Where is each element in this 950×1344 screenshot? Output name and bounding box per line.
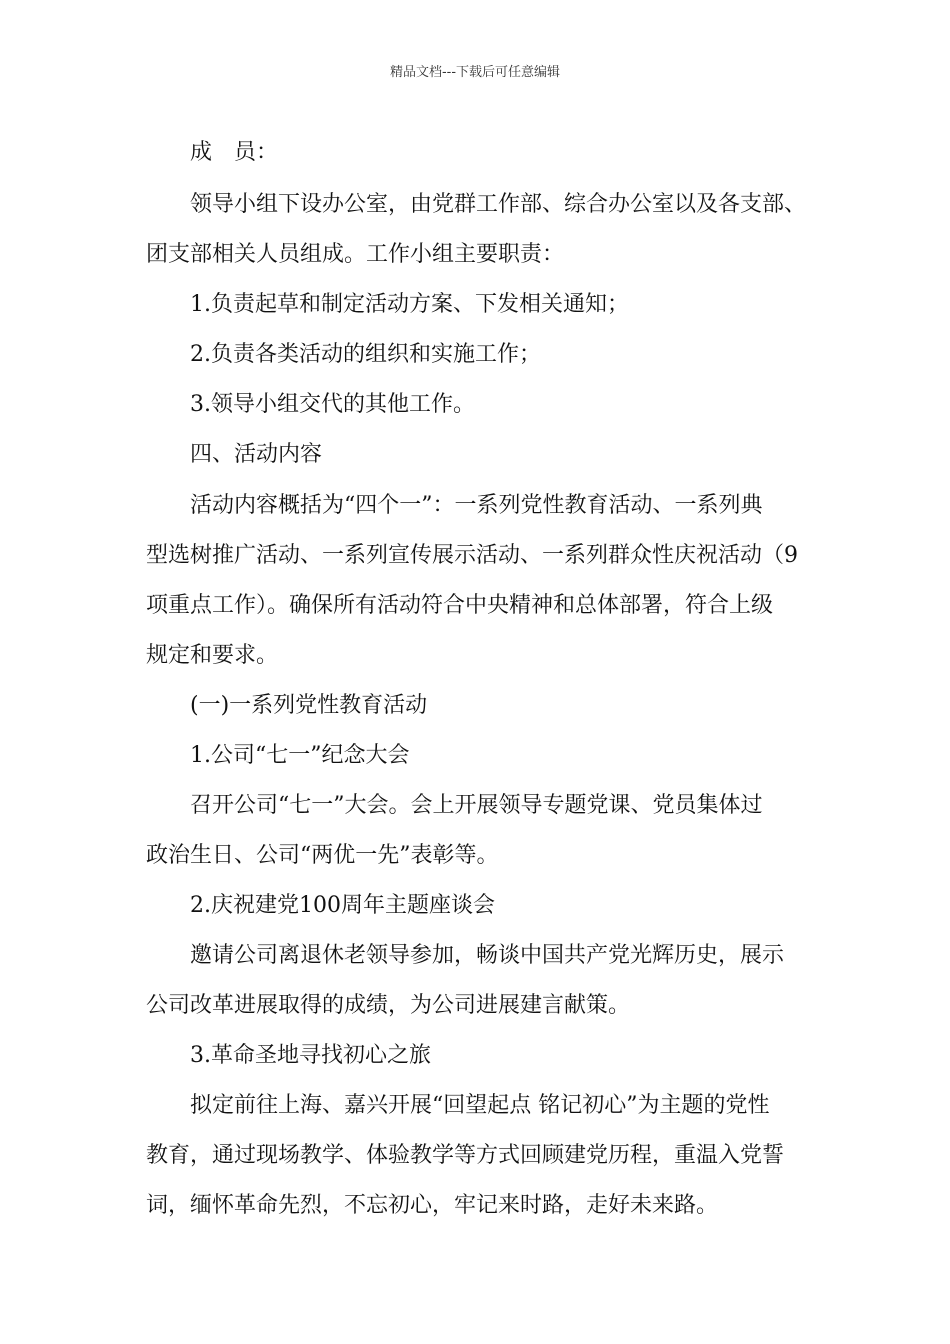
list-item-duty-1: 1.负责起草和制定活动方案、下发相关通知； (190, 292, 629, 317)
paragraph-members: 成 员： (190, 140, 279, 165)
paragraph-symposium-cont: 公司改革进展取得的成绩，为公司进展建言献策。 (146, 993, 631, 1018)
paragraph-office: 领导小组下设办公室，由党群工作部、综合办公室以及各支部、 (190, 192, 807, 217)
paragraph-conference-cont: 政治生日、公司“两优一先”表彰等。 (146, 843, 499, 868)
paragraph-overview-cont-1: 型选树推广活动、一系列宣传展示活动、一系列群众性庆祝活动（9 (146, 543, 798, 568)
item-heading-symposium: 2.庆祝建党100周年主题座谈会 (190, 893, 495, 918)
paragraph-overview-cont-2: 项重点工作）。确保所有活动符合中央精神和总体部署，符合上级 (146, 593, 774, 618)
paragraph-office-cont: 团支部相关人员组成。工作小组主要职责： (146, 242, 565, 267)
paragraph-journey-cont-1: 教育，通过现场教学、体验教学等方式回顾建党历程，重温入党誓 (146, 1143, 785, 1168)
paragraph-journey: 拟定前往上海、嘉兴开展“回望起点 铭记初心”为主题的党性 (190, 1093, 770, 1118)
section-heading-activities: 四、活动内容 (190, 442, 323, 467)
paragraph-conference: 召开公司“七一”大会。会上开展领导专题党课、党员集体过 (190, 793, 763, 818)
paragraph-symposium: 邀请公司离退休老领导参加，畅谈中国共产党光辉历史，展示 (190, 943, 785, 968)
paragraph-overview-cont-3: 规定和要求。 (146, 643, 279, 668)
page-header: 精品文档---下载后可任意编辑 (389, 65, 561, 80)
paragraph-journey-cont-2: 词，缅怀革命先烈，不忘初心，牢记来时路，走好未来路。 (146, 1193, 719, 1218)
list-item-duty-3: 3.领导小组交代的其他工作。 (190, 392, 475, 417)
item-heading-journey: 3.革命圣地寻找初心之旅 (190, 1043, 431, 1068)
list-item-duty-2: 2.负责各类活动的组织和实施工作； (190, 342, 541, 367)
item-heading-conference: 1.公司“七一”纪念大会 (190, 743, 410, 768)
subsection-heading-education: (一)一系列党性教育活动 (190, 693, 428, 718)
paragraph-overview: 活动内容概括为“四个一”：一系列党性教育活动、一系列典 (190, 493, 763, 518)
